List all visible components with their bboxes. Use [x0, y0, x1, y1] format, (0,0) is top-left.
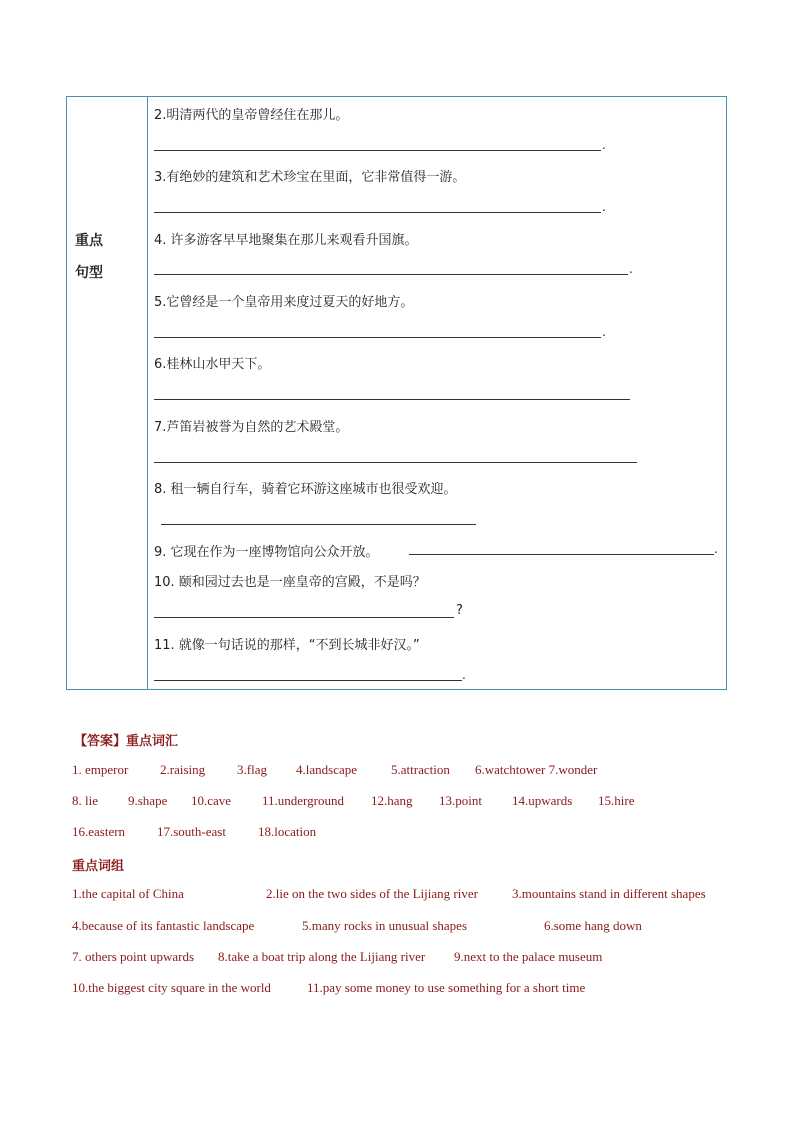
vocab-item: 3.flag	[237, 762, 267, 777]
vocab-item: 15.hire	[598, 793, 635, 808]
vocab-item: 8. lie	[72, 793, 98, 808]
answer-bracket-label: 【答案】	[74, 734, 127, 749]
phrase-item: 1.the capital of China	[72, 886, 184, 901]
answer-blank[interactable]	[409, 554, 714, 555]
sentence-table	[66, 96, 727, 690]
sentence-item: 4. 许多游客早早地聚集在那儿来观看升国旗。	[154, 233, 418, 248]
sentence-item: 5.它曾经是一个皇帝用来度过夏天的好地方。	[154, 295, 414, 310]
phrase-item: 4.because of its fantastic landscape	[72, 918, 255, 933]
section-heading	[75, 225, 103, 289]
answer-blank[interactable]	[154, 212, 601, 213]
blank-period: .	[714, 542, 718, 556]
blank-period: .	[602, 200, 606, 214]
sentence-item: 10. 颐和园过去也是一座皇帝的宫殿，不是吗？	[154, 575, 426, 590]
phrase-item: 7. others point upwards	[72, 949, 195, 964]
answer-blank[interactable]	[154, 617, 454, 618]
answer-blank[interactable]	[154, 399, 630, 400]
answer-header	[74, 730, 178, 749]
heading-line-1: 重点	[75, 233, 103, 249]
blank-period: .	[462, 668, 466, 682]
answer-blank[interactable]	[154, 337, 601, 338]
vocab-item: 2.raising	[160, 762, 206, 777]
sentence-item: 6.桂林山水甲天下。	[154, 357, 271, 372]
vocab-item: 1. emperor	[72, 762, 129, 777]
column-divider	[147, 97, 148, 689]
vocab-item: 16.eastern	[72, 824, 126, 839]
answer-blank[interactable]	[154, 274, 628, 275]
phrase-item: 11.pay some money to use something for a short time	[307, 980, 586, 995]
phrase-item: 10.the biggest city square in the world	[72, 980, 271, 995]
vocab-item: 10.cave	[191, 793, 232, 808]
answer-blank[interactable]	[154, 150, 601, 151]
phrase-item: 9.next to the palace museum	[454, 949, 603, 964]
phrase-item: 5.many rocks in unusual shapes	[302, 918, 468, 933]
blank-period: .	[602, 325, 606, 339]
vocab-item: 17.south-east	[157, 824, 226, 839]
phrases-header: 重点词组	[72, 859, 125, 874]
phrase-item: 2.lie on the two sides of the Lijiang river	[266, 886, 478, 901]
vocab-item: 12.hang	[371, 793, 413, 808]
blank-question-mark: ?	[456, 603, 463, 618]
phrase-item: 8.take a boat trip along the Lijiang river	[218, 949, 426, 964]
heading-line-2: 句型	[75, 265, 103, 281]
sentence-item: 8. 租一辆自行车，骑着它环游这座城市也很受欢迎。	[154, 482, 457, 497]
blank-period: .	[602, 138, 606, 152]
answer-blank[interactable]	[154, 680, 462, 681]
answer-blank[interactable]	[161, 524, 476, 525]
vocab-item: 13.point	[439, 793, 482, 808]
vocab-item: 9.shape	[128, 793, 168, 808]
vocab-header: 重点词汇	[126, 734, 179, 749]
vocab-item: 4.landscape	[296, 762, 358, 777]
sentence-item: 7.芦笛岩被誉为自然的艺术殿堂。	[154, 420, 349, 435]
sentence-item: 9. 它现在作为一座博物馆向公众开放。	[154, 545, 379, 560]
vocab-item: 14.upwards	[512, 793, 573, 808]
vocab-item: 11.underground	[262, 793, 344, 808]
blank-period: .	[629, 262, 633, 276]
phrase-item: 6.some hang down	[544, 918, 642, 933]
answer-blank[interactable]	[154, 462, 637, 463]
sentence-item: 11. 就像一句话说的那样，“不到长城非好汉。”	[154, 638, 420, 653]
sentence-item: 2.明清两代的皇帝曾经住在那儿。	[154, 108, 349, 123]
sentence-item: 3.有绝妙的建筑和艺术珍宝在里面，它非常值得一游。	[154, 170, 466, 185]
vocab-item: 6.watchtower 7.wonder	[475, 762, 598, 777]
vocab-item: 18.location	[258, 824, 317, 839]
phrase-item: 3.mountains stand in different shapes	[512, 886, 706, 901]
vocab-item: 5.attraction	[391, 762, 450, 777]
